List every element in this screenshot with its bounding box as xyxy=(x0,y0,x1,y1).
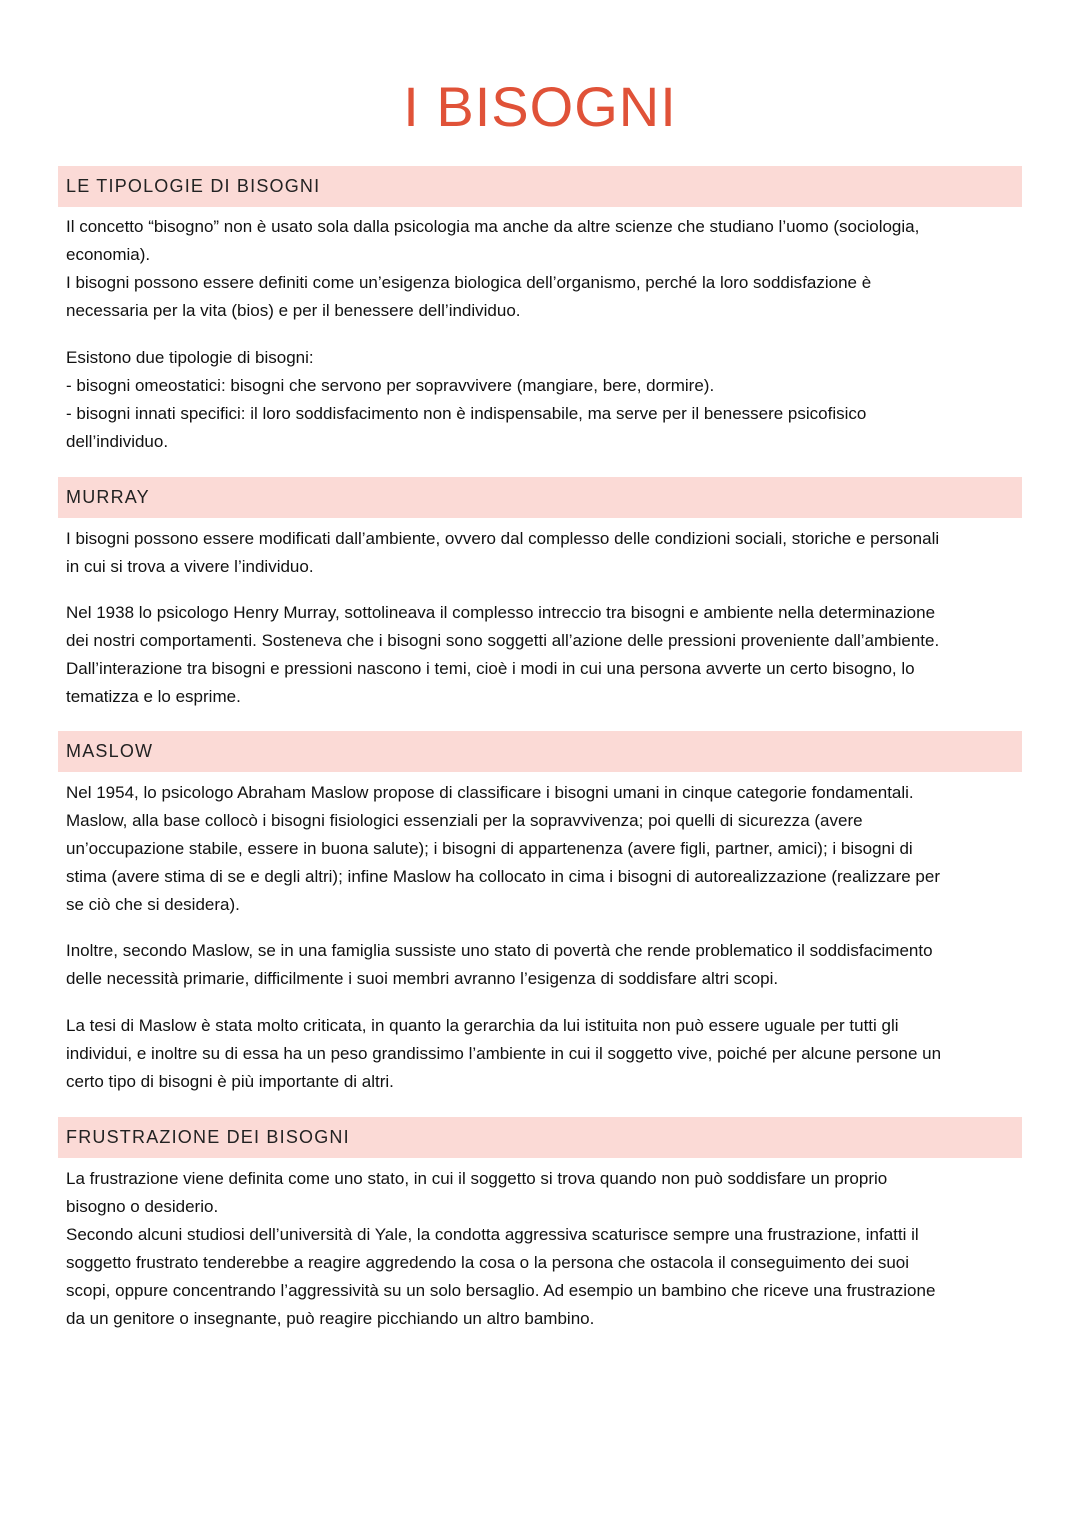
text-line: scopi, oppure concentrando l’aggressività su un solo bersaglio. Ad esempio un bambino che riceve una frustrazione xyxy=(66,1281,936,1300)
text-line: necessaria per la vita (bios) e per il benessere dell’individuo. xyxy=(66,301,521,320)
text-line: in cui si trova a vivere l’individuo. xyxy=(66,557,314,576)
text-line: bisogno o desiderio. xyxy=(66,1197,219,1216)
text-line: dei nostri comportamenti. Sosteneva che i bisogni sono soggetti all’azione delle pressioni proveniente dall’ambiente. xyxy=(66,631,940,650)
text-line: I bisogni possono essere modificati dall’ambiente, ovvero dal complesso delle condizioni sociali, storiche e personali xyxy=(66,529,940,548)
text-line: - bisogni innati specifici: il loro soddisfacimento non è indispensabile, ma serve per il benessere psicofisico xyxy=(66,404,867,423)
text-line: - bisogni omeostatici: bisogni che servono per sopravvivere (mangiare, bere, dormire). xyxy=(66,376,715,395)
text-line: delle necessità primarie, difficilmente i suoi membri avranno l’esigenza di soddisfare altri scopi. xyxy=(66,969,779,988)
paragraph xyxy=(66,1165,1016,1333)
text-line: soggetto frustrato tenderebbe a reagire aggredendo la cosa o la persona che ostacola il conseguimento dei suoi xyxy=(66,1253,910,1272)
paragraph xyxy=(66,213,1016,325)
text-line: certo tipo di bisogni è più importante di altri. xyxy=(66,1072,394,1091)
section-heading-murray: MURRAY xyxy=(58,477,1022,518)
paragraph xyxy=(66,525,1016,581)
text-line: un’occupazione stabile, essere in buona salute); i bisogni di appartenenza (avere figli, partner, amici); i bisogni di xyxy=(66,839,913,858)
text-line: Maslow, alla base collocò i bisogni fisiologici essenziali per la sopravvivenza; poi quelli di sicurezza (avere xyxy=(66,811,863,830)
text-line: da un genitore o insegnante, può reagire picchiando un altro bambino. xyxy=(66,1309,595,1328)
paragraph xyxy=(66,1012,1016,1096)
paragraph xyxy=(66,779,1016,919)
text-line: Nel 1938 lo psicologo Henry Murray, sottolineava il complesso intreccio tra bisogni e ambiente nella determinazione xyxy=(66,603,936,622)
paragraph xyxy=(66,937,1016,993)
document-title: I BISOGNI xyxy=(403,75,677,138)
text-line: La frustrazione viene definita come uno stato, in cui il soggetto si trova quando non può soddisfare un proprio xyxy=(66,1169,888,1188)
text-line: tematizza e lo esprime. xyxy=(66,687,241,706)
text-line: se ciò che si desidera). xyxy=(66,895,240,914)
text-line: Secondo alcuni studiosi dell’università di Yale, la condotta aggressiva scaturisce sempre una frustrazione, infatti il xyxy=(66,1225,919,1244)
text-line: La tesi di Maslow è stata molto criticata, in quanto la gerarchia da lui istituita non può essere uguale per tutti gli xyxy=(66,1016,899,1035)
section-heading-frustrazione: FRUSTRAZIONE DEI BISOGNI xyxy=(58,1117,1022,1158)
paragraph xyxy=(66,599,1016,711)
text-line: Dall’interazione tra bisogni e pressioni nascono i temi, cioè i modi in cui una persona avverte un certo bisogno, lo xyxy=(66,659,915,678)
paragraph xyxy=(66,344,1016,456)
section-heading-maslow: MASLOW xyxy=(58,731,1022,772)
text-line: individui, e inoltre su di essa ha un peso grandissimo l’ambiente in cui il soggetto vive, poiché per alcune persone un xyxy=(66,1044,942,1063)
text-line: Esistono due tipologie di bisogni: xyxy=(66,348,314,367)
text-line: stima (avere stima di se e degli altri); infine Maslow ha collocato in cima i bisogni di autorealizzazione (realizzare per xyxy=(66,867,940,886)
text-line: economia). xyxy=(66,245,151,264)
text-line: Nel 1954, lo psicologo Abraham Maslow propose di classificare i bisogni umani in cinque categorie fondamentali. xyxy=(66,783,914,802)
text-line: I bisogni possono essere definiti come un’esigenza biologica dell’organismo, perché la loro soddisfazione è xyxy=(66,273,872,292)
text-line: Il concetto “bisogno” non è usato sola dalla psicologia ma anche da altre scienze che studiano l’uomo (sociologia, xyxy=(66,217,920,236)
text-line: dell’individuo. xyxy=(66,432,169,451)
text-line: Inoltre, secondo Maslow, se in una famiglia sussiste uno stato di povertà che rende problematico il soddisfacimento xyxy=(66,941,933,960)
section-heading-tipologie: LE TIPOLOGIE DI BISOGNI xyxy=(58,166,1022,207)
